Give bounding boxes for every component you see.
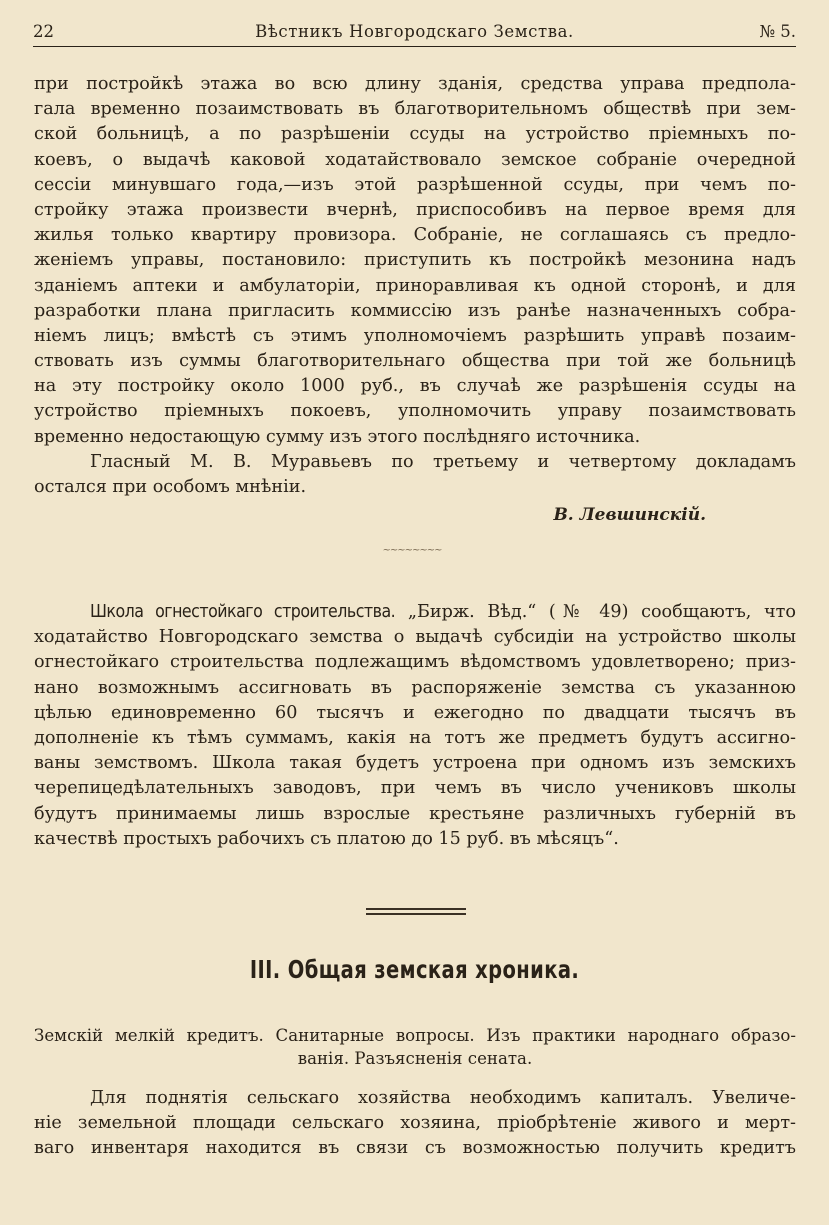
text-line: жилья только квартиру провизора. Собраніе, не соглашаясь съ предло- bbox=[34, 225, 796, 246]
text-line: ской больницѣ, а по разрѣшеніи ссуды на устройство пріемныхъ по- bbox=[34, 124, 796, 145]
text-line: ніе земельной площади сельскаго хозяина, пріобрѣтеніе живого и мерт- bbox=[34, 1113, 796, 1134]
journal-title: Вѣстникъ Новгородскаго Земства. bbox=[255, 22, 574, 41]
section-subtitle bbox=[34, 1024, 796, 1070]
text-line: коевъ, о выдачѣ каковой ходатайствовало земское собраніе очередной bbox=[34, 149, 796, 170]
text-line: качествѣ простыхъ рабочихъ съ платою до 15 руб. въ мѣсяцъ“. bbox=[34, 828, 619, 849]
text-line: ванія. Разъясненія сената. bbox=[297, 1049, 533, 1068]
author-signature: В. Левшинскій. bbox=[553, 505, 706, 525]
text-line: временно недостающую сумму изъ этого послѣдняго источника. bbox=[34, 426, 641, 447]
text-line: Гласный М. В. Муравьевъ по третьему и четвертому докладамъ bbox=[90, 451, 796, 472]
text-line: разработки плана пригласить коммиссію изъ ранѣе назначенныхъ собра- bbox=[34, 300, 796, 321]
section-divider-bottom bbox=[366, 913, 466, 915]
section-body bbox=[34, 1086, 796, 1162]
text-line: дополненіе къ тѣмъ суммамъ, какія на тотъ же предметъ будутъ ассигно- bbox=[34, 727, 796, 748]
running-header bbox=[33, 22, 796, 44]
text-line: нано возможнымъ ассигновать въ распоряженіе земства съ указанною bbox=[34, 677, 796, 698]
text-line: на эту постройку около 1000 руб., въ случаѣ же разрѣшенія ссуды на bbox=[34, 376, 796, 397]
text-line: ствовать изъ суммы благотворительнаго общества при той же больницѣ bbox=[34, 351, 796, 372]
issue-number: № 5. bbox=[759, 22, 796, 41]
text-line: сессіи минувшаго года,—изъ этой разрѣшенной ссуды, при чемъ по- bbox=[34, 174, 796, 195]
article-lead-text: „Бирж. Вѣд.“ (№ 49) сообщаютъ, что bbox=[395, 602, 796, 622]
text-line bbox=[34, 600, 796, 625]
text-line: цѣлью единовременно 60 тысячъ и ежегодно по двадцати тысячъ въ bbox=[34, 702, 796, 723]
text-line: черепицедѣлательныхъ заводовъ, при чемъ въ число учениковъ школы bbox=[34, 778, 796, 799]
text-line: устройство пріемныхъ покоевъ, уполномочить управу позаимствовать bbox=[34, 401, 796, 422]
text-line: стройку этажа произвести вчернѣ, приспособивъ на первое время для bbox=[34, 199, 796, 220]
header-rule bbox=[33, 46, 796, 47]
text-line: женіемъ управы, постановило: приступить къ постройкѣ мезонина надъ bbox=[34, 250, 796, 271]
text-line: Для поднятія сельскаго хозяйства необходимъ капиталъ. Увеличе- bbox=[90, 1088, 796, 1108]
page-number: 22 bbox=[33, 22, 54, 41]
text-line: при постройкѣ этажа во всю длину зданія, средства управа предпола- bbox=[34, 74, 796, 94]
article-zemstvo-report bbox=[34, 72, 796, 500]
text-line: остался при особомъ мнѣніи. bbox=[34, 477, 307, 497]
text-line: гала временно позаимствовать въ благотворительномъ обществѣ при зем- bbox=[34, 99, 796, 120]
text-line: Земскій мелкій кредитъ. Санитарные вопросы. Изъ практики народнаго образо- bbox=[34, 1026, 796, 1045]
section-ornament: ~~~~~~~~ bbox=[382, 545, 442, 556]
section-title: III. Общая земская хроника. bbox=[249, 955, 580, 984]
text-line: ніемъ лицъ; вмѣстѣ съ этимъ уполномочіемъ разрѣшить управѣ позаим- bbox=[34, 325, 796, 346]
article-fireproof-school bbox=[34, 600, 796, 852]
section-divider-top bbox=[366, 908, 466, 910]
text-line: ваго инвентаря находится въ связи съ возможностью получить кредитъ bbox=[34, 1138, 796, 1159]
article-lead-title: Школа огнестойкаго строительства. bbox=[90, 602, 396, 622]
text-line: будутъ принимаемы лишь взрослые крестьяне различныхъ губерній въ bbox=[34, 803, 796, 824]
text-line: ходатайство Новгородскаго земства о выдачѣ субсидіи на устройство школы bbox=[34, 627, 796, 648]
text-line: ваны земствомъ. Школа такая будетъ устроена при одномъ изъ земскихъ bbox=[34, 753, 796, 774]
text-line: огнестойкаго строительства подлежащимъ вѣдомствомъ удовлетворено; приз- bbox=[34, 652, 796, 673]
text-line: зданіемъ аптеки и амбулаторіи, приноравливая къ одной сторонѣ, и для bbox=[34, 275, 796, 296]
